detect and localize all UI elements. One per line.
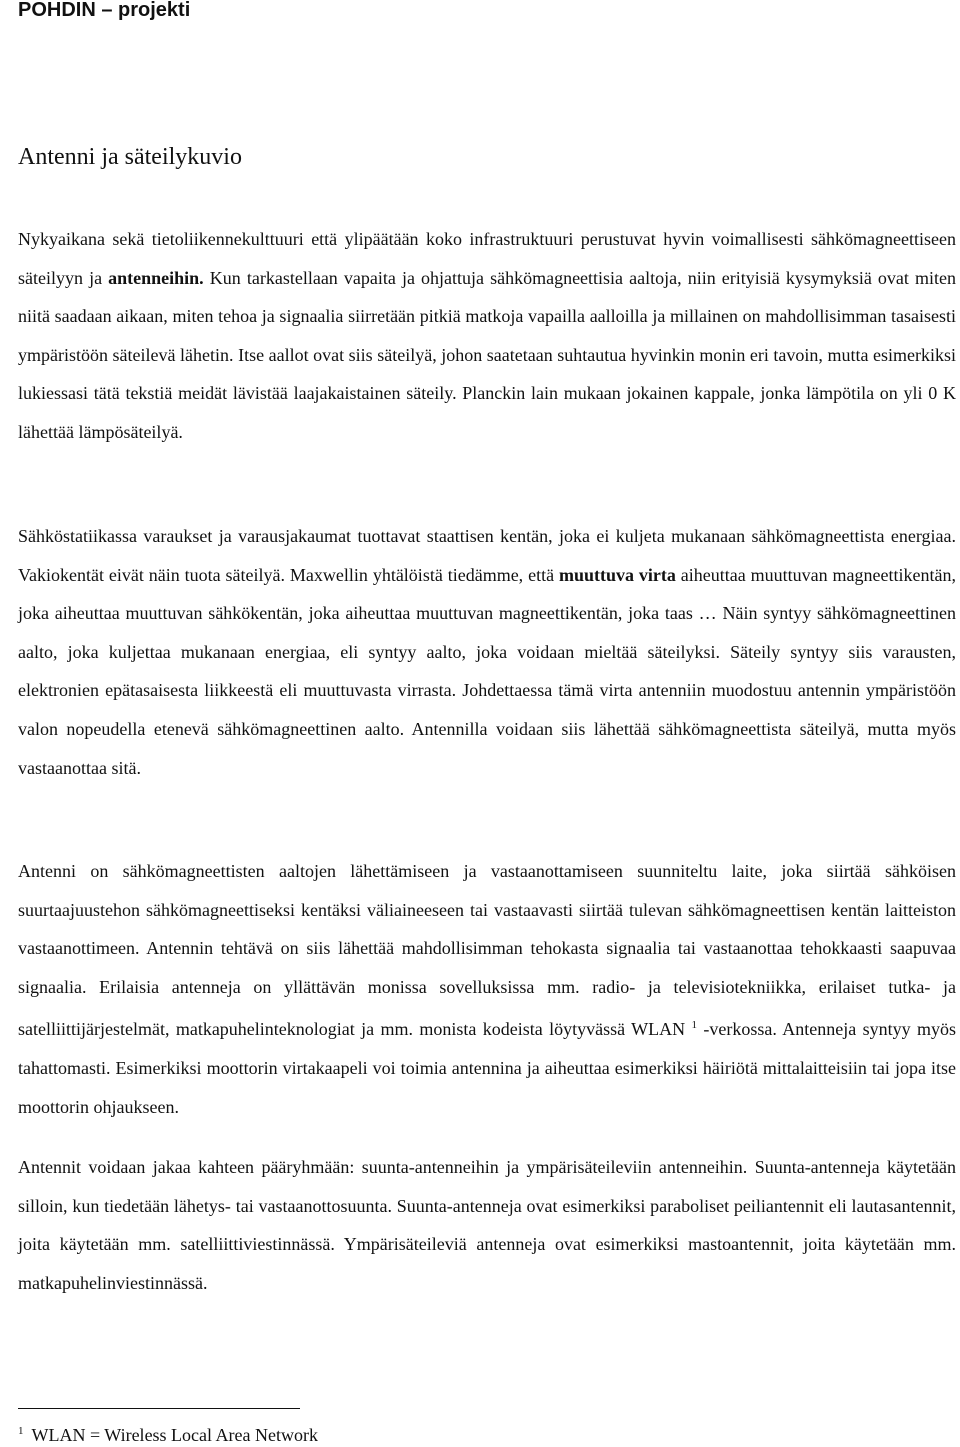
footnote-reference[interactable]: 1 xyxy=(691,1019,698,1032)
paragraph-intro xyxy=(18,220,956,452)
paragraph-antenna-types xyxy=(18,1148,956,1302)
bold-term-antennas: antenneihin. xyxy=(108,267,204,288)
footnote-divider xyxy=(18,1408,300,1409)
paragraph-text: Antenni on sähkömagneettisten aaltojen lähettämiseen ja vastaanottamiseen suunniteltu laite, joka siirtää sähköisen suurtaajuustehon sähkömagneettiseksi kentäksi väliaineeseen tai vastaavasti siirtää tulevan sähkömagneettisen kentän laitteiston vastaanottimeen. Antennin tehtävä on siis lähettää mahdollisimman tehokasta signaalia tai vastaanottaa tehokkaasti saapuvaa signaalia. Erilaisia antenneja on yllättävän monissa sovelluksissa mm. radio- ja televisiotekniikka, erilaiset tutka- ja satelliittijärjestelmät, matkapuhelinteknologiat ja mm. monista kodeista löytyvässä WLAN xyxy=(18,861,956,1040)
document-title: Antenni ja säteilykuvio xyxy=(18,144,242,171)
paragraph-text: aiheuttaa muuttuvan magneettikentän, joka aiheuttaa muuttuvan sähkökentän, joka aiheuttaa muuttuvan magneettikentän, joka taas … Näin syntyy sähkömagneettinen aalto, joka kuljettaa mukanaan energiaa, eli syntyy aalto, joka voidaan mieltää säteilyksi. Säteily syntyy siis varausten, elektronien epätasaisesta liikkeestä eli muuttuvasta virrasta. Johdettaessa tämä virta antenniin muodostuu antennin ympäristöön valon nopeudella etenevä sähkömagneettinen aalto. Antennilla voidaan siis lähettää sähkömagneettista säteilyä, mutta myös vastaanottaa sitä. xyxy=(18,564,957,778)
bold-term-changing-current: muuttuva virta xyxy=(558,564,676,585)
paragraph-antenna-definition xyxy=(18,852,956,1126)
footnote-text: WLAN = Wireless Local Area Network xyxy=(31,1425,318,1445)
paragraph-electrostatics xyxy=(18,517,956,787)
footnote-number: 1 xyxy=(18,1425,24,1437)
paragraph-text: Kun tarkastellaan vapaita ja ohjattuja sähkömagneettisia aaltoja, niin erityisiä kysymyksiä ovat miten niitä saadaan aikaan, miten tehoa ja signaalia siirretään pitkiä matkoja vapailla aalloilla ja millainen on mahdollisimman tasaisesti ympäristöön säteilevä lähetin. Itse aallot ovat siis säteilyä, johon saatetaan suhtautua hyvinkin monin eri tavoin, mutta esimerkiksi lukiessasi tätä tekstiä meidät lävistää laajakaistainen säteily. Planckin lain mukaan jokainen kappale, jonka lämpötila on yli 0 K lähettää lämpösäteilyä. xyxy=(18,267,956,442)
paragraph-text: Antennit voidaan jakaa kahteen pääryhmään: suunta-antenneihin ja ympärisäteileviin antenneihin. Suunta-antenneja käytetään silloin, kun tiedetään lähetys- tai vastaanottosuunta. Suunta-antenneja ovat esimerkiksi paraboliset peiliantennit eli lautasantennit, joita käytetään mm. satelliittiviestinnässä. Ympärisäteileviä antenneja ovat esimerkiksi mastoantennit, joita käytetään mm. matkapuhelinviestinnässä. xyxy=(18,1157,956,1293)
footnote xyxy=(18,1419,318,1447)
paragraph-text: Nykyaikana sekä tietoliikennekulttuuri että ylipäätään koko infrastruktuuri perustuvat hyvin voimallisesti sähkömagneettiseen säteilyyn ja xyxy=(18,229,956,288)
project-header: POHDIN – projekti xyxy=(18,0,191,21)
paragraph-text: Sähköstatiikassa varaukset ja varausjakaumat tuottavat staattisen kentän, joka ei kuljeta mukanaan sähkömagneettista energiaa. Vakiokentät eivät näin tuota säteilyä. Maxwellin yhtälöistä tiedämme, että xyxy=(18,526,956,585)
paragraph-text: -verkossa. Antenneja syntyy myös tahattomasti. Esimerkiksi moottorin virtakaapeli voi toimia antennina ja aiheuttaa esimerkiksi häiriötä mittalaitteisiin tai jopa itse moottorin ohjaukseen. xyxy=(18,1019,956,1117)
